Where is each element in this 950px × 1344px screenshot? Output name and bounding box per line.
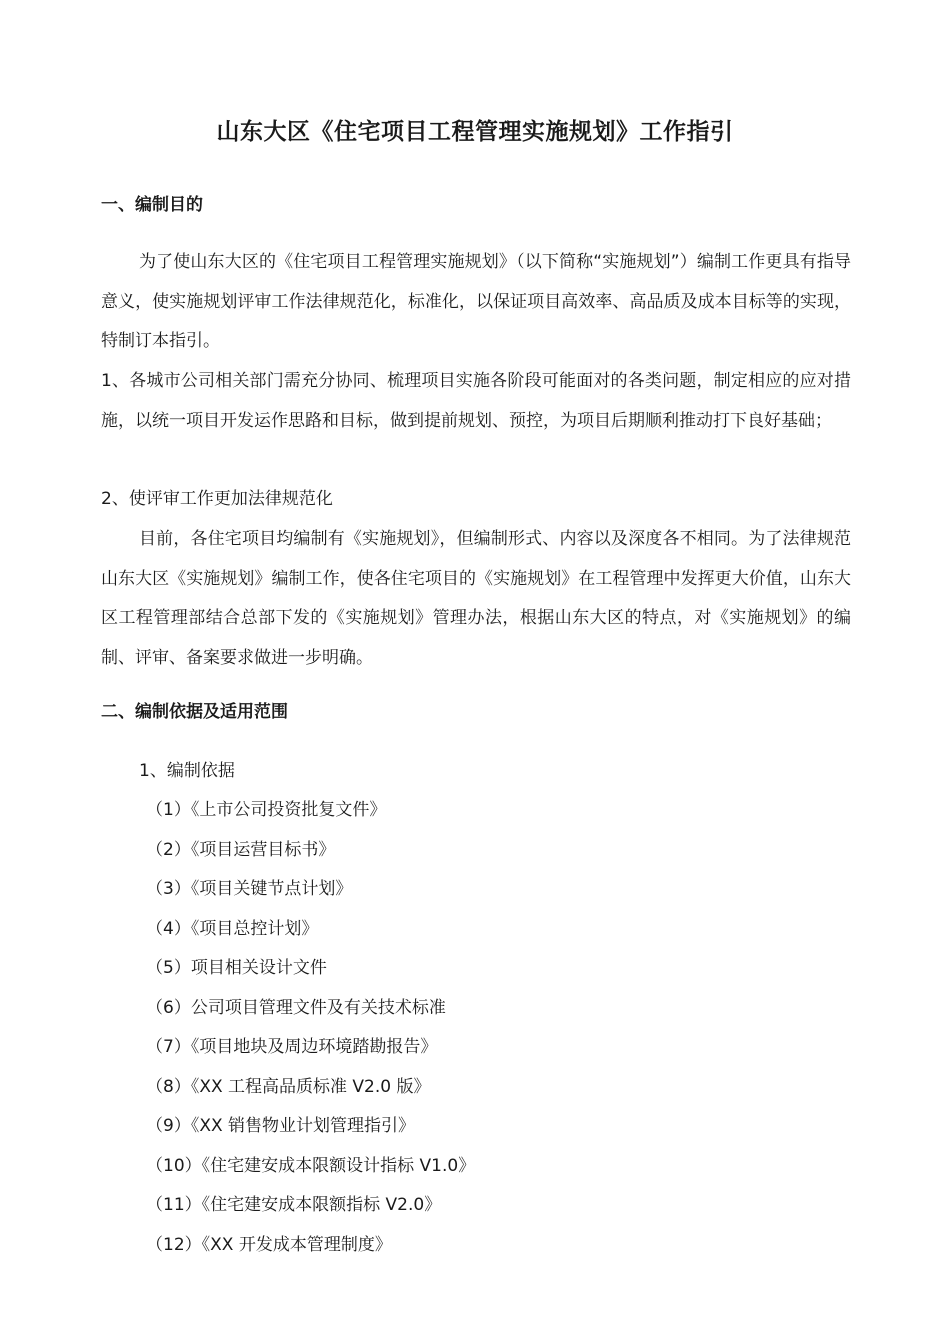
- document-title: 山东大区《住宅项目工程管理实施规划》工作指引: [216, 119, 734, 145]
- section2-sub-heading: 1、编制依据: [139, 761, 235, 781]
- reference-item: （4）《项目总控计划》: [146, 919, 319, 939]
- section1-item2-heading: 2、使评审工作更加法律规范化: [101, 489, 333, 509]
- reference-item: （12）《XX 开发成本管理制度》: [146, 1235, 392, 1255]
- reference-item: （10）《住宅建安成本限额设计指标 V1.0》: [146, 1156, 476, 1176]
- reference-item: （3）《项目关键节点计划》: [146, 879, 353, 899]
- reference-item: （11）《住宅建安成本限额指标 V2.0》: [146, 1195, 442, 1215]
- section1-item2-paragraph: 目前，各住宅项目均编制有《实施规划》，但编制形式、内容以及深度各不相同。为了法律规范山东大区《实施规划》编制工作，使各住宅项目的《实施规划》在工程管理中发挥更大价值，山东大区工程管理部结合总部下发的《实施规划》管理办法，根据山东大区的特点，对《实施规划》的编制、评审、备案要求做进一步明确。: [101, 529, 851, 668]
- reference-item: （1）《上市公司投资批复文件》: [146, 800, 387, 820]
- reference-item: （6）公司项目管理文件及有关技术标准: [146, 998, 446, 1018]
- section1-item1-paragraph: 1、各城市公司相关部门需充分协同、梳理项目实施各阶段可能面对的各类问题，制定相应的应对措施，以统一项目开发运作思路和目标，做到提前规划、预控，为项目后期顺利推动打下良好基础；: [101, 371, 851, 431]
- reference-item: （2）《项目运营目标书》: [146, 840, 336, 860]
- section1-heading: 一、编制目的: [101, 195, 203, 215]
- reference-item: （7）《项目地块及周边环境踏勘报告》: [146, 1037, 438, 1057]
- reference-item: （8）《XX 工程高品质标准 V2.0 版》: [146, 1077, 431, 1097]
- reference-item: （9）《XX 销售物业计划管理指引》: [146, 1116, 416, 1136]
- reference-item: （5）项目相关设计文件: [146, 958, 327, 978]
- section1-intro-paragraph: 为了使山东大区的《住宅项目工程管理实施规划》（以下简称“实施规划”）编制工作更具有指导意义，使实施规划评审工作法律规范化，标准化，以保证项目高效率、高品质及成本目标等的实现，特制订本指引。: [101, 252, 851, 351]
- section2-heading: 二、编制依据及适用范围: [101, 702, 288, 722]
